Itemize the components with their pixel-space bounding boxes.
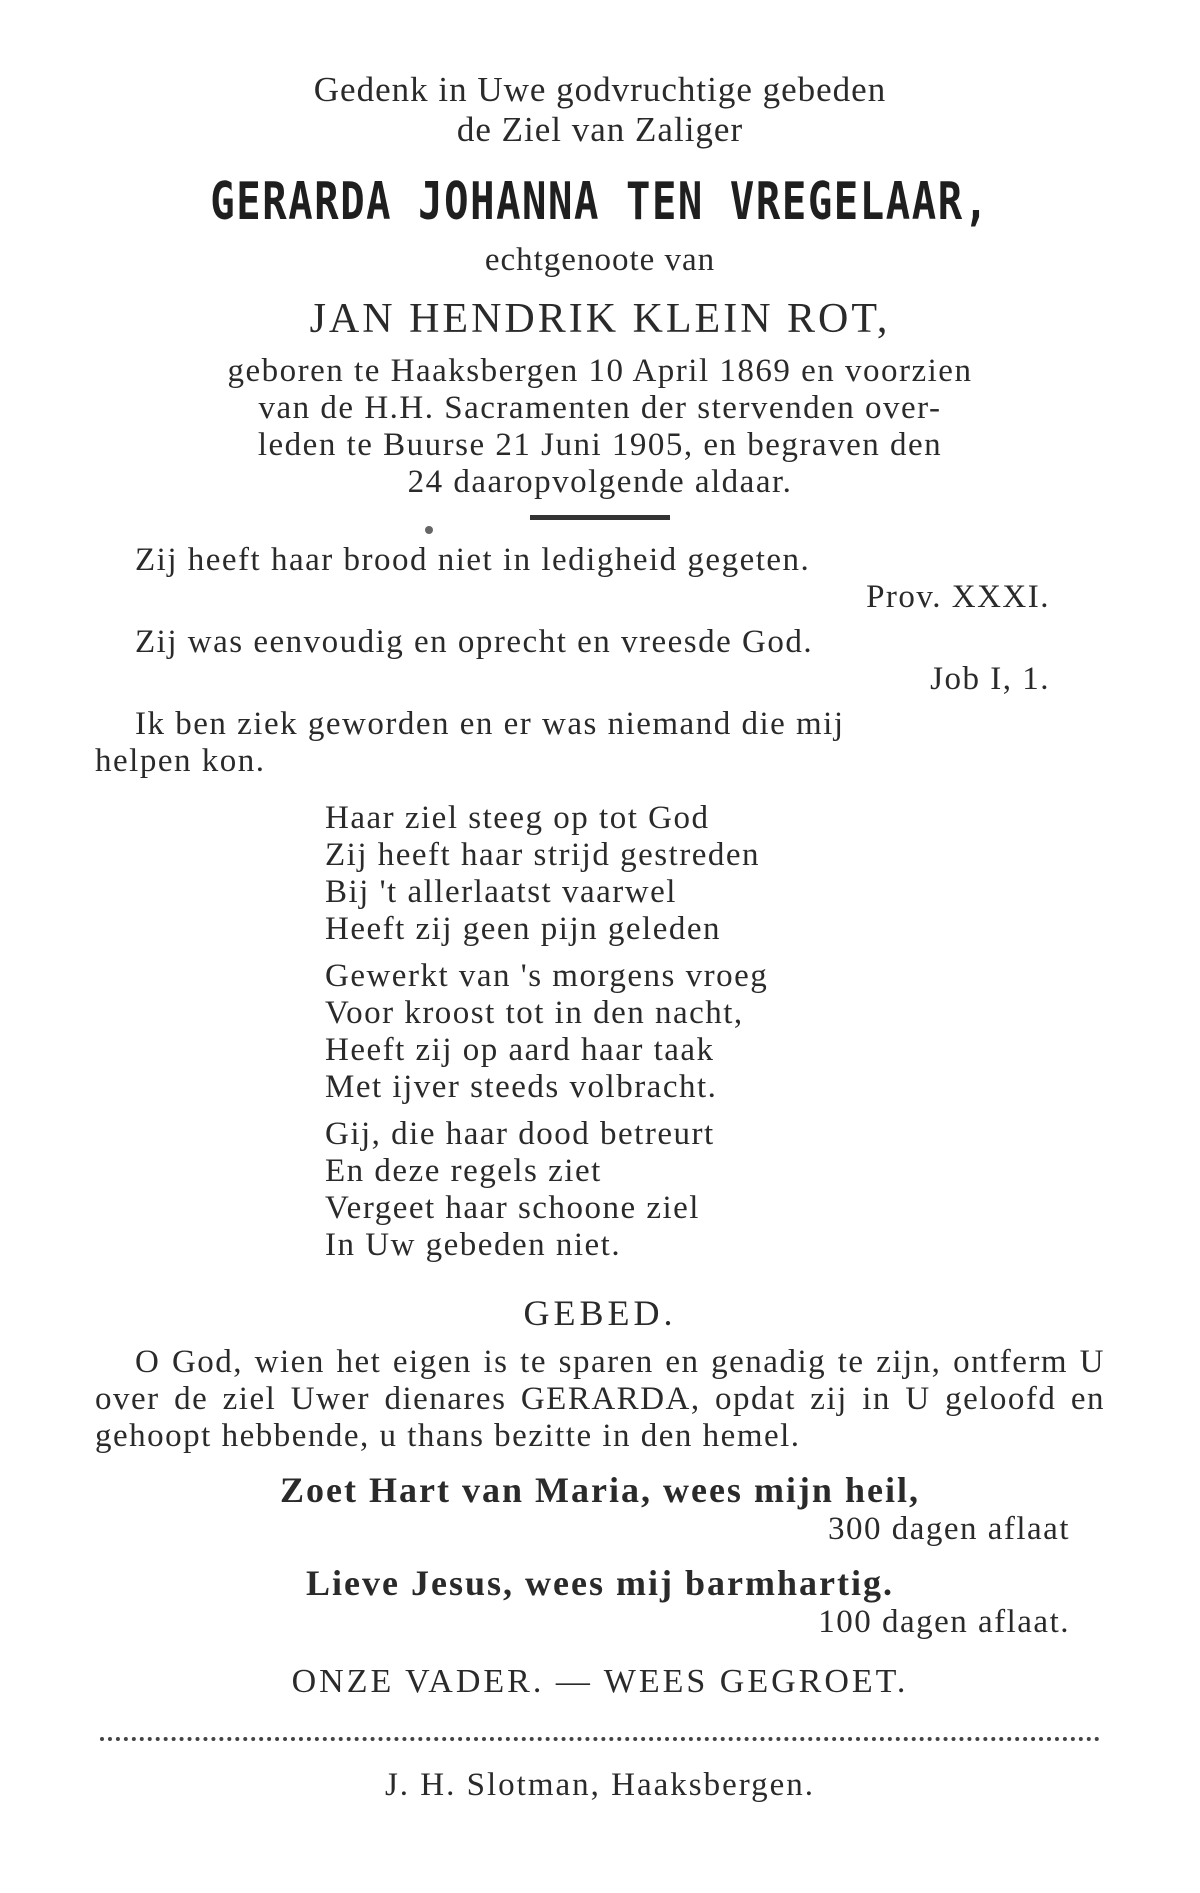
intro-line-1: Gedenk in Uwe godvruchtige gebeden — [313, 70, 887, 109]
spouse-label: echtgenoote van — [484, 242, 716, 278]
poem-line: Voor kroost tot in den nacht, — [325, 995, 744, 1031]
poem — [325, 800, 1105, 1264]
poem-line: En deze regels ziet — [325, 1153, 602, 1189]
indulgence-note: 100 dagen aflaat. — [818, 1604, 1070, 1640]
poem-line: Heeft zij geen pijn geleden — [325, 911, 722, 947]
poem-stanza-2 — [325, 958, 1105, 1106]
prayer-title: GEBED. — [523, 1293, 677, 1333]
divider — [530, 515, 670, 520]
printer-imprint: J. H. Slotman, Haaksbergen. — [384, 1767, 816, 1803]
bio-line-3: leden te Buurse 21 Juni 1905, en begraven den — [257, 427, 943, 463]
quote-reference: Job I, 1. — [930, 661, 1050, 697]
poem-line: Heeft zij op aard haar taak — [325, 1032, 715, 1068]
bio-line-2: van de H.H. Sacramenten der stervenden over- — [258, 390, 942, 426]
scripture-quotes — [95, 542, 1105, 698]
invocation-text: Lieve Jesus, wees mij barmhartig. — [306, 1563, 894, 1603]
biography — [95, 353, 1105, 501]
invocation — [95, 1469, 1105, 1548]
lament-line-2: helpen kon. — [95, 743, 266, 779]
lament — [95, 706, 1105, 780]
quote-text: Zij heeft haar brood niet in ledigheid gegeten. — [135, 542, 811, 578]
poem-line: Zij heeft haar strijd gestreden — [325, 837, 761, 873]
poem-line: Bij 't allerlaatst vaarwel — [325, 874, 677, 910]
poem-stanza-1 — [325, 800, 1105, 948]
intro — [95, 70, 1105, 150]
quote-text: Zij was eenvoudig en oprecht en vreesde God. — [135, 624, 814, 660]
quote-reference: Prov. XXXI. — [866, 579, 1050, 615]
poem-line: Gij, die haar dood betreurt — [325, 1116, 715, 1152]
bio-line-1: geboren te Haaksbergen 10 April 1869 en voorzien — [227, 353, 973, 389]
indulgence-note: 300 dagen aflaat — [827, 1511, 1070, 1547]
lament-line-1: Ik ben ziek geworden en er was niemand die mij — [135, 706, 845, 742]
invocation-text: Zoet Hart van Maria, wees mijn heil, — [280, 1470, 920, 1510]
poem-line: Vergeet haar schoone ziel — [325, 1190, 700, 1226]
invocation — [95, 1562, 1105, 1641]
deceased-name: GERARDA JOHANNA TEN VREGELAAR, — [210, 172, 990, 232]
ornament-dot — [425, 526, 433, 534]
poem-line: Haar ziel steeg op tot God — [325, 800, 710, 836]
dotted-separator — [100, 1737, 1100, 1741]
spouse-name: JAN HENDRIK KLEIN ROT, — [309, 296, 891, 342]
poem-line: In Uw gebeden niet. — [325, 1227, 622, 1263]
poem-line: Gewerkt van 's morgens vroeg — [325, 958, 769, 994]
poem-stanza-3 — [325, 1116, 1105, 1264]
prayer-text: O God, wien het eigen is te sparen en genadig te zijn, ontferm U over de ziel Uwer dienares GERARDA, opdat zij in U geloofd en gehoopt hebbende, u thans bezitte in den hemel. — [95, 1344, 1105, 1454]
poem-line: Met ijver steeds volbracht. — [325, 1069, 718, 1105]
bio-line-4: 24 daaropvolgende aldaar. — [407, 464, 793, 500]
closing-prayers: ONZE VADER. — WEES GEGROET. — [291, 1663, 909, 1700]
intro-line-2: de Ziel van Zaliger — [456, 110, 744, 149]
